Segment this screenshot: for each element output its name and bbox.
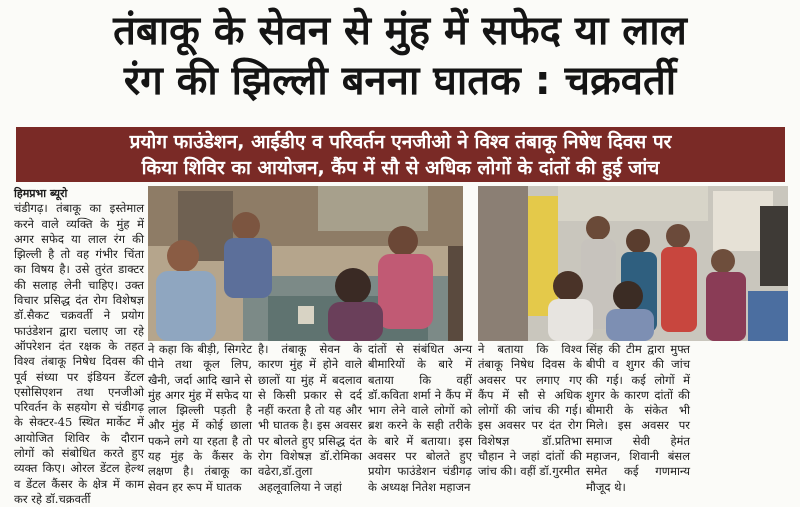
article-column-6 [586,342,690,494]
article-column-5 [478,342,582,479]
deck-line-2: किया शिविर का आयोजन, कैंप में सौ से अधिक लोगों के दांतों की हुई जांच [141,157,660,179]
camp-photo-1 [148,186,463,341]
headline-line-2: रंग की झिल्ली बनना घातक : चक्रवर्ती [123,58,677,104]
camp-photo-2 [478,186,788,341]
article-column-1 [14,186,144,506]
article-column-1-text: चंडीगढ़। तंबाकू का इस्तेमाल करने वाले व्यक्ति के मुंह में अगर सफेद या लाल रंग की झिल्ली है तो वह गंभीर चिंता का विषय है। उसे तुरंत डाक्टर की सलाह लेनी चाहिए। उक्त विचार प्रसिद्ध दंत रोग विशेषज्ञ डॉ.सैकट चक्रवर्ती ने प्रयोग फाउंडेशन द्वारा चलाए जा रहे ऑपरेशन दंत रक्षक के तहत विश्व तंबाकू निषेध दिवस की पूर्व संध्या पर इंडियन डेंटल एसोसिएशन तथा एनजीओ परिवर्तन के सहयोग से चंडीगढ़ के सेक्टर-45 स्थित मार्केट में आयोजित शिविर के दौरान लोगों को संबोधित करते हुए व्यक्त किए। ओरल डेंटल हेल्थ व डेंटल कैंसर के क्षेत्र में काम कर रहे डॉ.चक्रवर्ती [14,201,144,506]
deck-banner [16,127,785,182]
article-column-3 [258,342,362,494]
article-column-6-text: सिंह की टीम द्वारा मुफ्त बीपी व शुगर की जांच की गई। कई लोगों में शुगर के कारण दांतों की बीमारी के संकेत भी मिले। इस अवसर पर समाज सेवी हेमंत महाजन, शिवानी बंसल समेत कई गणमान्य मौजूद थे। [586,342,690,494]
headline [0,6,800,106]
article-column-2 [148,342,252,494]
article-column-4-text: दांतों से संबंधित अन्य बीमारियों के बारे में बताया कि वहीं डॉ.कविता शर्मा ने कैंप में भाग लेने वाले लोगों को ब्रश करने के सही तरीके के बारे में बताया। इस अवसर पर बोलते हुए प्रयोग फाउंडेशन चंडीगढ़ के अध्यक्ष नितेश महाजन [368,342,472,494]
byline: हिमप्रभा ब्यूरो [14,187,68,200]
article-column-2-text: ने कहा कि बीड़ी, सिगरेट पीने तथा कूल लिप, खैनी, जर्दा आदि खाने से मुंह अगर मुंह में सफेद या लाल झिल्ली पड़ती है और मुंह में कोई छाला पकने लगे या रहता है तो यह मुंह के कैंसर के लक्षण है। तंबाकू का सेवन हर रूप में घातक [148,342,252,494]
article-column-3-text: है। तंबाकू सेवन के कारण मुंह में होने वाले छालों या मुंह में बदलाव से किसी प्रकार से दर्द नहीं करता है तो यह और भी घातक है। इस अवसर पर बोलते हुए प्रसिद्ध दंत रोग विशेषज्ञ डॉ.रोमिका वढेरा,डॉ.तुला अहलूवालिया ने जहां [258,342,362,494]
deck-line-1: प्रयोग फाउंडेशन, आईडीए व परिवर्तन एनजीओ ने विश्व तंबाकू निषेध दिवस पर [129,131,672,153]
article-column-4 [368,342,472,494]
article-column-5-text: ने बताया कि विश्व तंबाकू निषेध दिवस के अवसर पर लगाए गए कैंप में सौ से अधिक लोगों की जांच की गई। इस अवसर पर दंत रोग विशेषज्ञ डॉ.प्रतिभा चौहान ने जहां दांतों की जांच की। वहीं डॉ.गुरमीत [478,342,582,479]
headline-line-1: तंबाकू के सेवन से मुंह में सफेद या लाल [113,8,687,54]
